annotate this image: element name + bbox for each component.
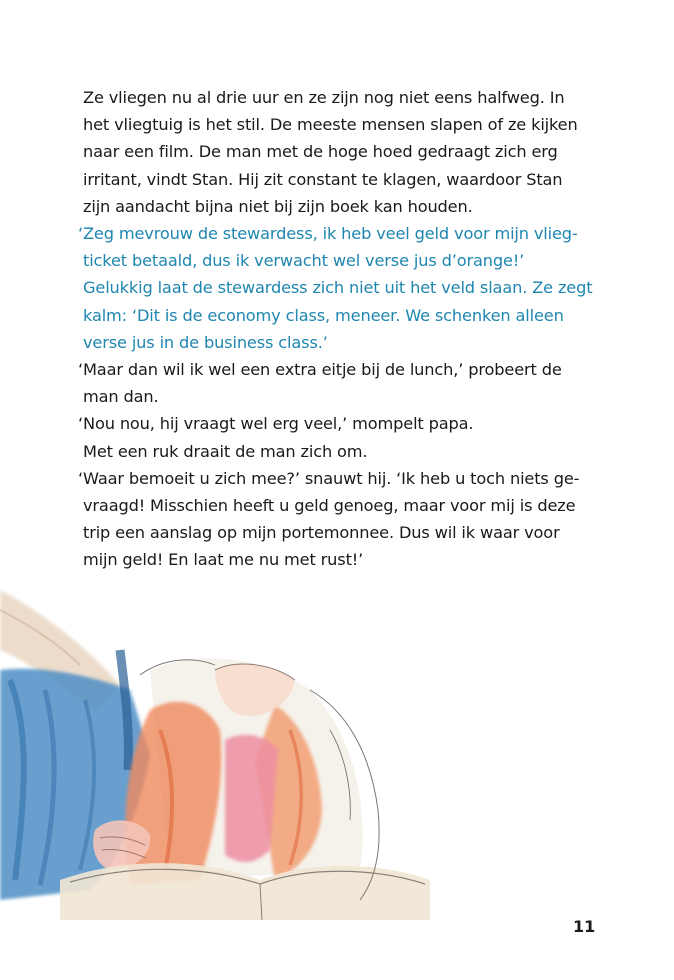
text-line: mijn geld! En laat me nu met rust!’ [83, 550, 364, 570]
text-line: ‘Waar bemoeit u zich mee?’ snauwt hij. ‘Ik heb u toch niets ge- [78, 468, 580, 488]
dialogue-line: kalm: ‘Dit is de economy class, meneer. We schenken alleen [83, 305, 564, 325]
text-line: het vliegtuig is het stil. De meeste mensen slapen of ze kijken [83, 115, 578, 135]
text-line: zijn aandacht bijna niet bij zijn boek kan houden. [83, 196, 473, 216]
watercolor-illustration [0, 580, 430, 920]
dialogue-line: ticket betaald, dus ik verwacht wel verse jus d’orange!’ [83, 251, 525, 271]
text-line: ‘Maar dan wil ik wel een extra eitje bij de lunch,’ probeert de [78, 360, 562, 380]
story-text [78, 84, 608, 574]
dialogue-line: verse jus in de business class.’ [83, 332, 328, 352]
text-line: ‘Nou nou, hij vraagt wel erg veel,’ mompelt papa. [78, 414, 474, 434]
text-line: Ze vliegen nu al drie uur en ze zijn nog niet eens halfweg. In [83, 88, 565, 107]
text-line: irritant, vindt Stan. Hij zit constant te klagen, waardoor Stan [83, 169, 563, 189]
text-line: trip een aanslag op mijn portemonnee. Dus wil ik waar voor [83, 523, 560, 543]
text-line: naar een film. De man met de hoge hoed gedraagt zich erg [83, 142, 558, 162]
dialogue-line: Gelukkig laat de stewardess zich niet uit het veld slaan. Ze zegt [83, 278, 593, 298]
text-line: man dan. [83, 387, 159, 407]
dialogue-line: ‘Zeg mevrouw de stewardess, ik heb veel geld voor mijn vlieg- [78, 224, 578, 244]
text-line: Met een ruk draait de man zich om. [83, 441, 368, 461]
text-line: vraagd! Misschien heeft u geld genoeg, maar voor mij is deze [83, 496, 576, 516]
page-number: 11 [573, 917, 596, 936]
